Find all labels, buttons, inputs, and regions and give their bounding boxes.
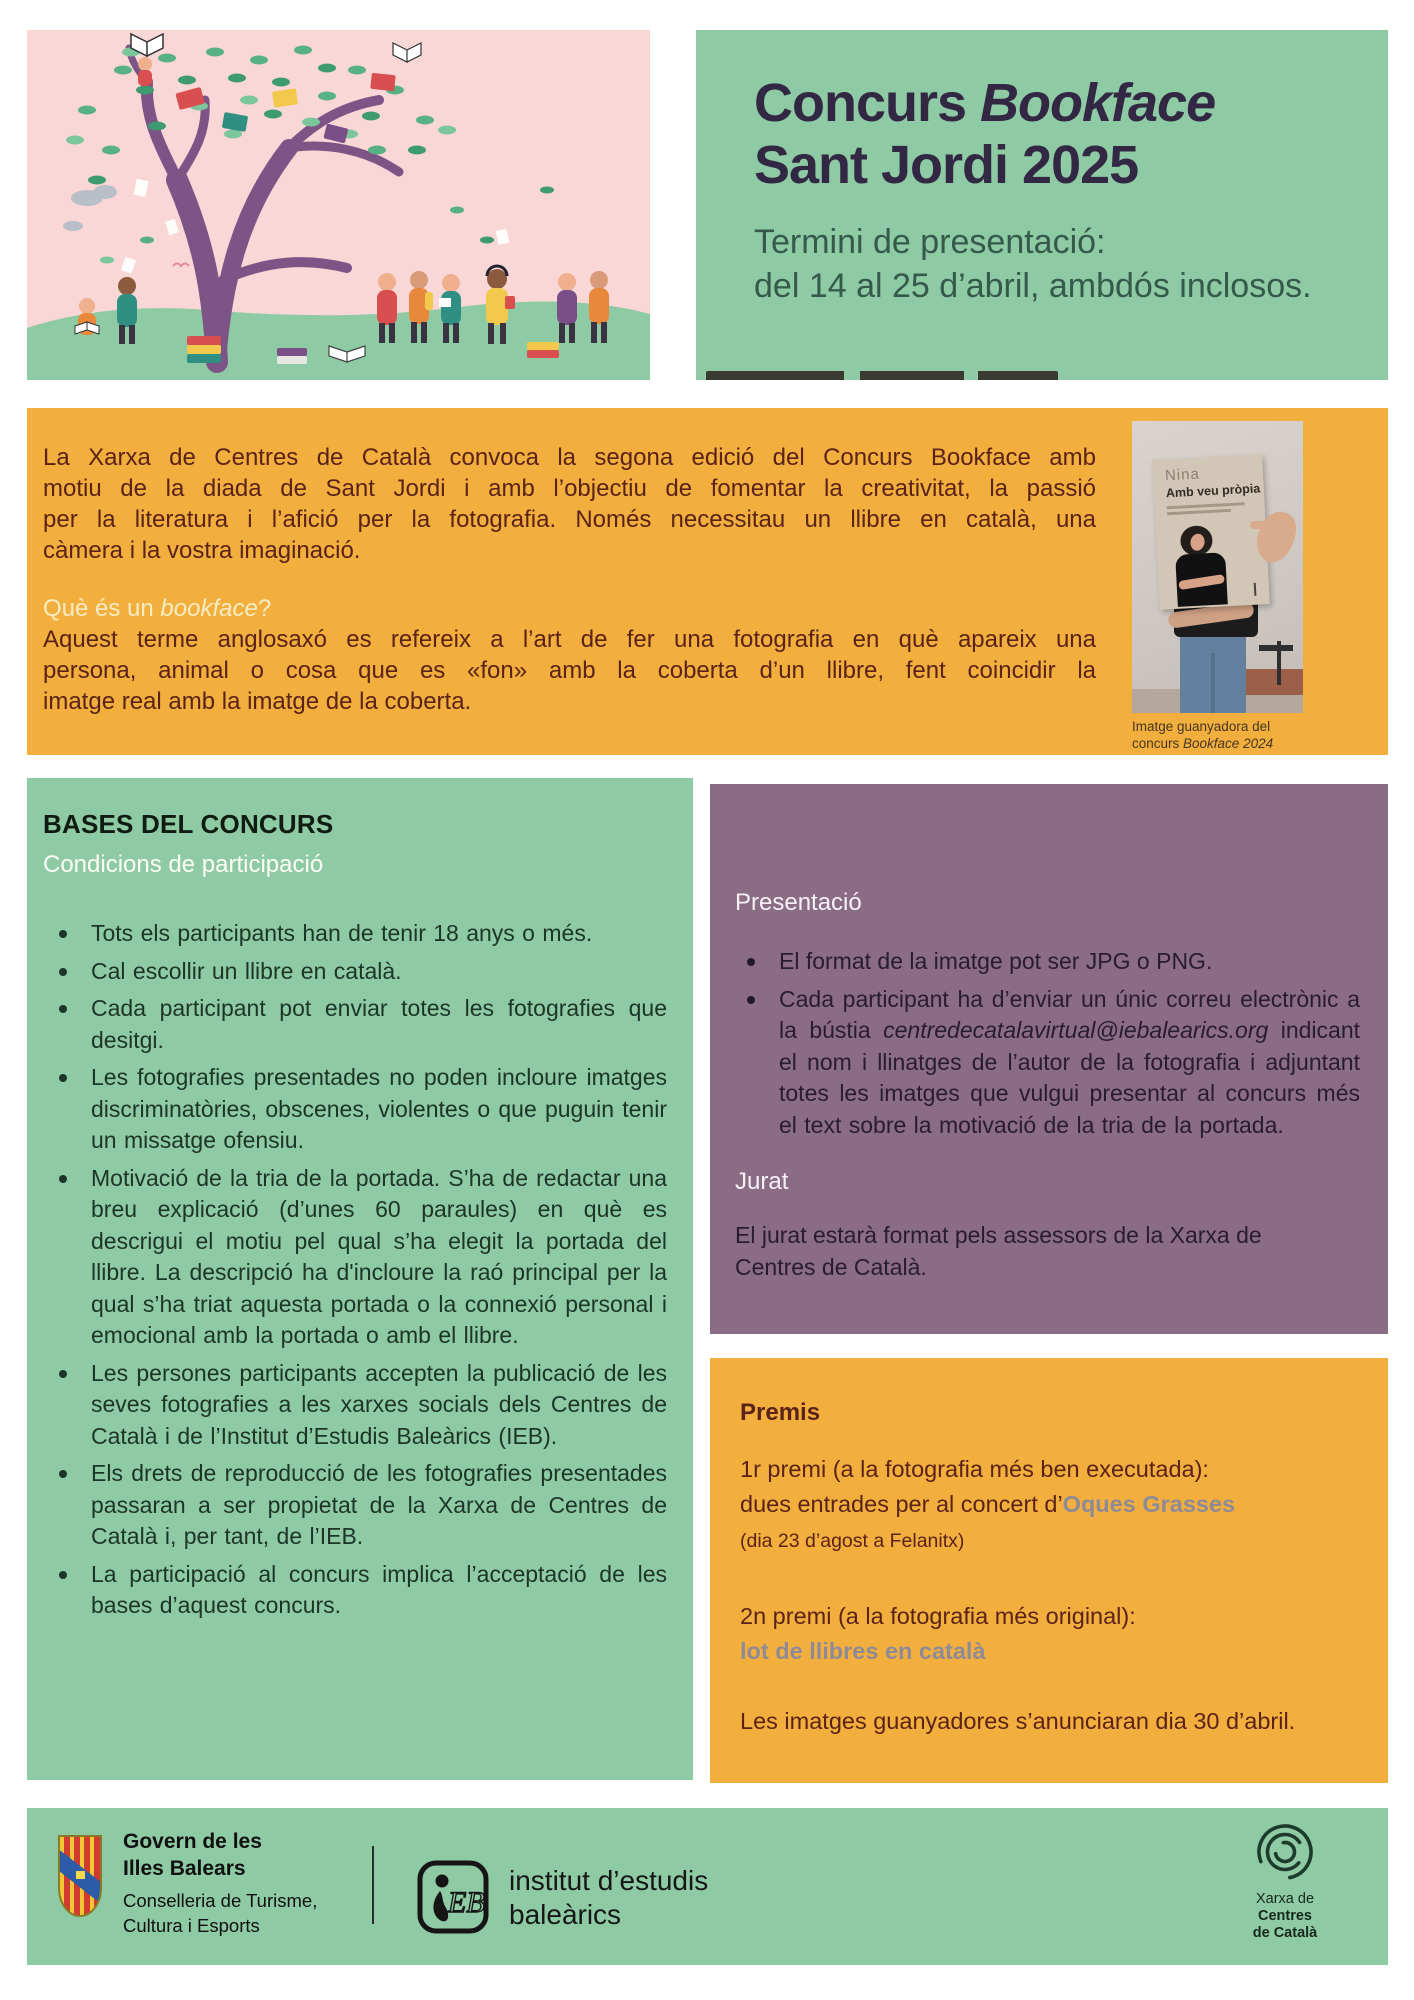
bases-heading: BASES DEL CONCURS	[43, 809, 334, 839]
jurat-heading: Jurat	[735, 1168, 789, 1195]
first-prize-note: (dia 23 d’agost a Felanitx)	[740, 1530, 965, 1552]
bases-panel	[27, 778, 693, 1780]
bases-bullet: Les persones participants accepten la publicació de les seves fotografies a les xarxes socials dels Centres de Català i de l’Institut d’Estudis Baleàrics (IEB).	[57, 1358, 667, 1453]
balearic-coat-of-arms-icon	[57, 1834, 103, 1920]
book-subtitle-line	[1167, 502, 1245, 509]
svg-text:EB: EB	[448, 1886, 485, 1919]
presentacio-heading: Presentació	[735, 889, 862, 916]
book-subtitle-line	[1167, 509, 1231, 515]
first-prize-highlight: Oques Grasses	[1062, 1491, 1236, 1517]
winners-announcement: Les imatges guanyadores s’anunciaran dia 30 d’abril.	[740, 1708, 1296, 1734]
publisher-mark	[1254, 583, 1257, 596]
bookface-question: Què és un bookface?	[43, 595, 272, 622]
premis-heading: Premis	[740, 1399, 821, 1426]
intro-paragraph: La Xarxa de Centres de Català convoca la segona edició del Concurs Bookface amb motiu de la diada de Sant Jordi i amb l’objectiu de fomentar la creativitat, la passió per la literatura i l’afició per la fotografia. Només necessitau un llibre en català, una càmera i la vostra imaginació.	[43, 444, 1096, 564]
bases-bullet: Cada participant pot enviar totes les fotografies que desitgi.	[57, 993, 667, 1056]
bookface-answer: Aquest terme anglosaxó es refereix a l’art de fer una fotografia en què apareix una persona, animal o cosa que es «fon» amb la coberta d’un llibre, fent coincidir la imatge real amb la imatge de la coberta.	[43, 626, 1096, 715]
header-illustration	[27, 30, 650, 380]
xarxa-logo-block: Xarxa de Centres de Català	[1223, 1822, 1347, 1942]
bases-bullet: La participació al concurs implica l’acceptació de les bases d’aquest concurs.	[57, 1559, 667, 1622]
bases-bullet: Les fotografies presentades no poden incloure imatges discriminatòries, obscenes, violentes o que puguin tenir un missatge ofensiu.	[57, 1062, 667, 1157]
photo-jeans-seam	[1211, 653, 1215, 713]
header-title-panel	[696, 30, 1388, 380]
bases-bullet-list	[43, 918, 667, 1622]
second-prize: 2n premi (a la fotografia més original): lot de llibres en català	[740, 1603, 1136, 1664]
presentacio-bullet: Cada participant ha d’enviar un únic correu electrònic a la bústia centredecatalavirtual@iebalearics.org indicant el nom i llinatges de l’autor de la fotografia i adjuntant totes les imatges que vulgui presentar al concurs més el text sobre la motivació de la tria de la portada.	[747, 984, 1360, 1142]
footer	[27, 1808, 1388, 1965]
bases-bullet: Tots els participants han de tenir 18 anys o més.	[57, 918, 667, 950]
bases-bullet: Els drets de reproducció de les fotografies presentades passaran a ser propietat de la Xarxa de Centres de Català i, per tant, de l’IEB.	[57, 1458, 667, 1553]
xarxa-concentric-arcs-icon	[1253, 1822, 1317, 1886]
second-prize-highlight: lot de llibres en català	[740, 1638, 986, 1664]
govern-text: Govern de les Illes Balears Conselleria de Turisme, Cultura i Esports	[123, 1830, 318, 1936]
title-bookface-italic: Bookface	[980, 73, 1216, 133]
bases-bullet: Cal escollir un llibre en català.	[57, 956, 667, 988]
photo-chair-seat	[1259, 645, 1293, 651]
cropped-text-artifact	[706, 371, 1058, 380]
presentacio-bullet-list	[735, 946, 1360, 1141]
intro-panel	[27, 408, 1388, 755]
first-prize: 1r premi (a la fotografia més ben executada): dues entrades per al concert d’Oques Grasses (dia 23 d’agost a Felanitx)	[740, 1456, 1236, 1552]
premis-panel	[710, 1358, 1388, 1783]
book-title: Amb veu pròpia	[1165, 481, 1261, 501]
contest-email: centredecatalavirtual@iebalearics.org	[883, 1017, 1269, 1043]
bases-bullet: Motivació de la tria de la portada. S’ha de redactar una breu explicació (d’unes 60 paraules) en què es descrigui el motiu pel qual s’ha elegit la portada del llibre. La descripció ha d'incloure la raó principal per la qual s’ha triat aquesta portada o la connexió personal i emocional amb la portada o amb el llibre.	[57, 1163, 667, 1352]
jurat-text: El jurat estarà format pels assessors de la Xarxa de Centres de Català.	[735, 1222, 1262, 1280]
bases-subheading: Condicions de participació	[43, 851, 324, 878]
presentacio-bullet: El format de la imatge pot ser JPG o PNG.	[747, 946, 1360, 978]
book-author: Nina	[1164, 465, 1201, 485]
poster-title-line2: Sant Jordi 2025	[754, 135, 1139, 195]
presentacio-panel	[710, 784, 1388, 1334]
photo-finger	[1250, 521, 1276, 529]
footer-divider	[372, 1846, 374, 1924]
book-cover	[1152, 454, 1270, 610]
poster-title-line1: Concurs Bookface	[754, 73, 1216, 133]
photo-caption: Imatge guanyadora del concurs Bookface 2024	[1132, 719, 1274, 751]
deadline-text: Termini de presentació: del 14 al 25 d’abril, ambdós inclosos.	[754, 223, 1312, 305]
ieb-logo-icon	[415, 1858, 491, 1936]
ieb-text: institut d’estudis baleàrics	[509, 1865, 709, 1930]
reading-tree-illustration	[27, 30, 650, 380]
winner-photo	[1132, 421, 1303, 713]
photo-background-box	[1241, 669, 1303, 695]
